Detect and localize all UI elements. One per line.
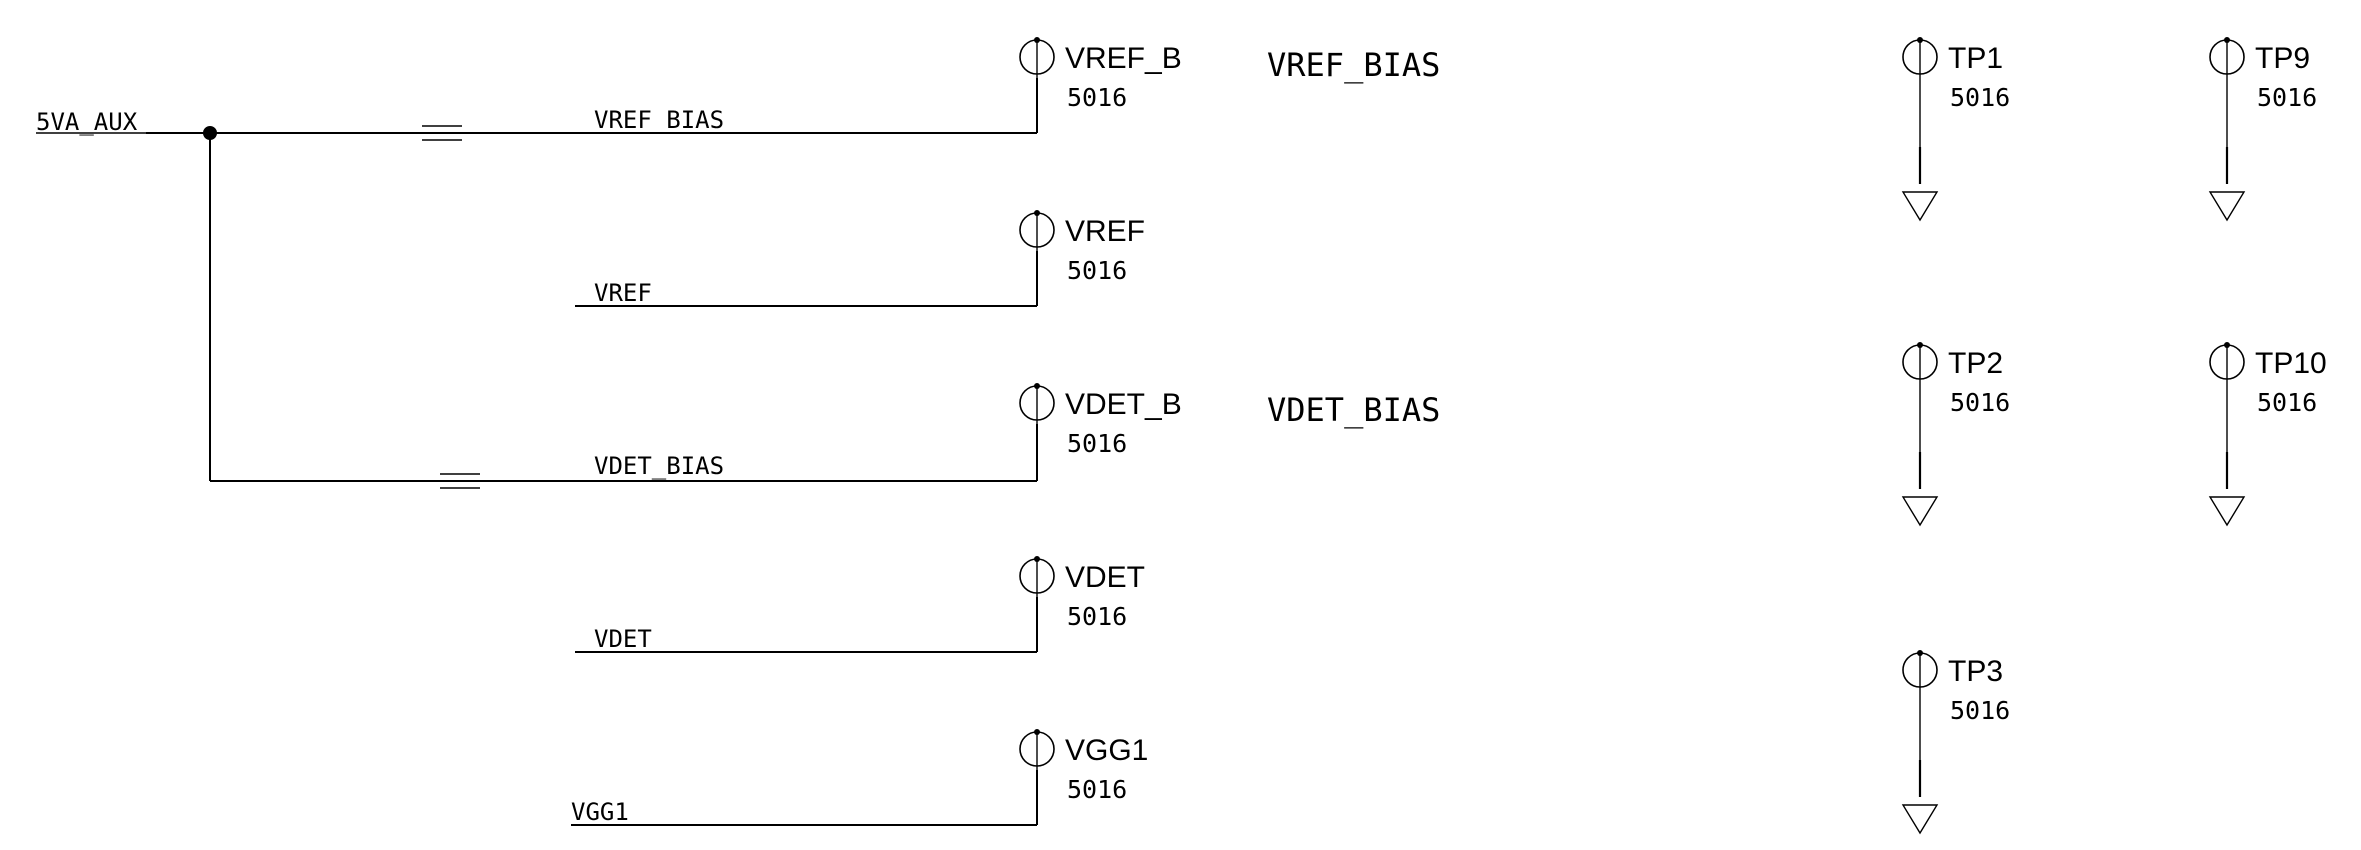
ground-testpoint [1903,342,2010,525]
testpoint-value: 5016 [1950,388,2011,417]
testpoint-pin [1917,342,1923,348]
testpoint-ref: TP3 [1948,655,2004,688]
ground-icon [1903,192,1937,220]
net-label-vgg1: VGG1 [571,798,629,826]
testpoint-pin [2224,342,2230,348]
testpoint-ref: TP1 [1948,42,2004,75]
ground-testpoint [1903,650,2010,833]
testpoint-pin [1034,556,1040,562]
testpoint-pin [1917,37,1923,43]
testpoint-value: 5016 [1950,83,2011,112]
testpoint-pin [1034,210,1040,216]
testpoint-ref: VREF [1065,215,1146,248]
testpoint-ref: VDET [1065,561,1146,594]
testpoint-pin [1917,650,1923,656]
ground-testpoint [1903,37,2010,220]
ground-icon [2210,497,2244,525]
ground-icon [1903,497,1937,525]
testpoint-pin [1034,729,1040,735]
net-label-5va-aux: 5VA_AUX [36,108,138,136]
testpoint-value: 5016 [1067,256,1128,285]
ground-icon [1903,805,1937,833]
testpoint-pin [2224,37,2230,43]
testpoint-pin [1034,37,1040,43]
net-label-vdet-bias: VDET_BIAS [594,452,725,480]
net-label-vref: VREF [594,279,652,307]
annotation-vdet-bias: VDET_BIAS [1267,391,1441,429]
ground-testpoints [1903,37,2327,833]
testpoint-value: 5016 [1067,602,1128,631]
testpoint-ref: VGG1 [1065,734,1149,767]
ground-testpoint [2210,37,2317,220]
testpoint-value: 5016 [1067,429,1128,458]
testpoint-pin [1034,383,1040,389]
testpoint-ref: TP10 [2255,347,2327,380]
testpoint-value: 5016 [2257,83,2318,112]
testpoint-ref: VDET_B [1065,388,1182,421]
testpoint-ref: VREF_B [1065,42,1182,75]
testpoint-ref: TP9 [2255,42,2311,75]
testpoint-value: 5016 [1950,696,2011,725]
net-label-vdet: VDET [594,625,652,653]
testpoint-value: 5016 [1067,775,1128,804]
ground-icon [2210,192,2244,220]
testpoint-value: 5016 [1067,83,1128,112]
testpoint-ref: TP2 [1948,347,2004,380]
annotation-vref-bias: VREF_BIAS [1267,46,1441,84]
net-label-vref-bias: VREF_BIAS [594,106,725,134]
testpoint-value: 5016 [2257,388,2318,417]
ground-testpoint [2210,342,2327,525]
